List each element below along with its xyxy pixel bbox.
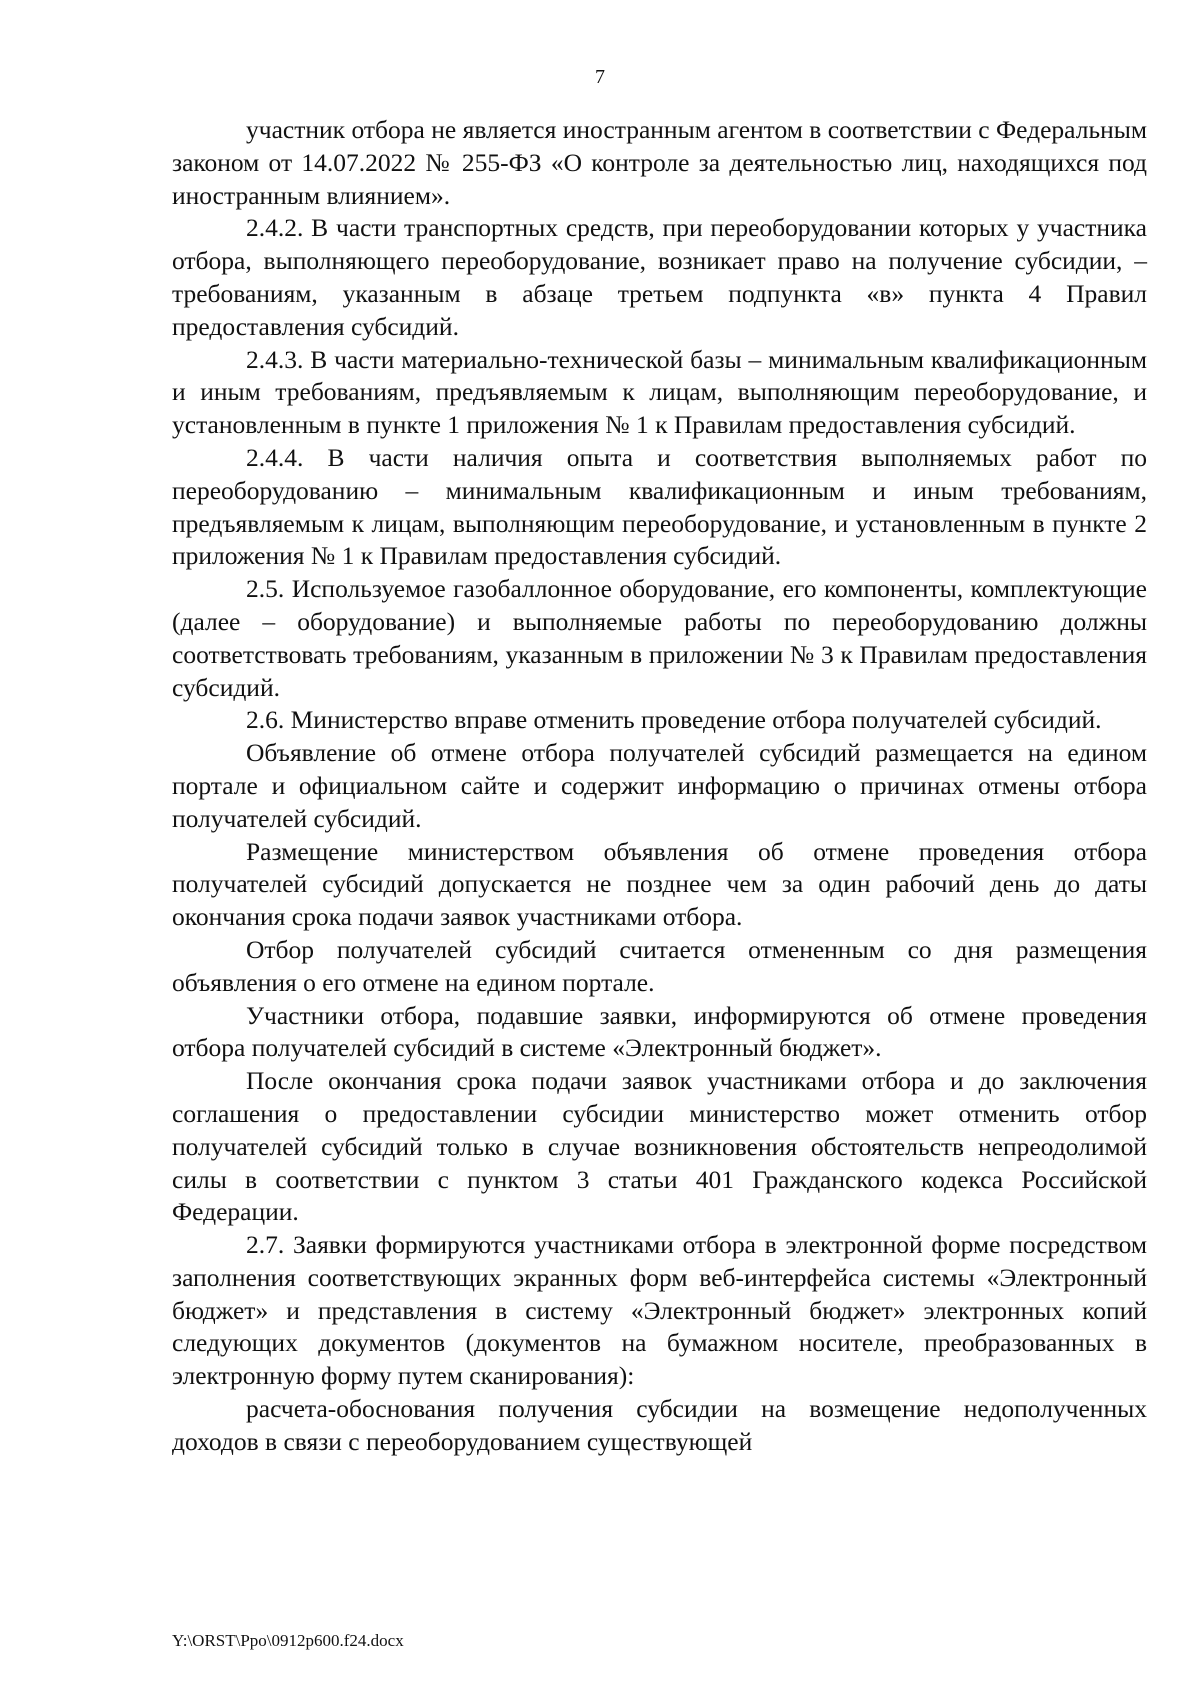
paragraph-2-4-3: 2.4.3. В части материально-технической базы – минимальным квалификационным и иным требованиям, предъявляемым к лицам, выполняющим переоборудование, и установленным в пункте 1 приложения № 1 к Правилам предоставления субсидий. <box>172 344 1147 440</box>
document-body <box>172 114 1147 1459</box>
paragraph-2-5: 2.5. Используемое газобаллонное оборудование, его компоненты, комплектующие (далее – оборудование) и выполняемые работы по переоборудованию должны соответствовать требованиям, указанным в приложении № 3 к Правилам предоставления субсидий. <box>172 574 1147 702</box>
paragraph-calculation: расчета-обоснования получения субсидии на возмещение недополученных доходов в связи с переоборудованием существующей <box>172 1394 1147 1456</box>
paragraph-2-6: 2.6. Министерство вправе отменить проведение отбора получателей субсидий. <box>246 705 1102 735</box>
paragraph-cancellation-deadline: Размещение министерством объявления об отмене проведения отбора получателей субсидий допускается не позднее чем за один рабочий день до даты окончания срока подачи заявок участниками отбора. <box>172 836 1147 932</box>
page-number: 7 <box>595 66 605 88</box>
paragraph-2-4-4: 2.4.4. В части наличия опыта и соответствия выполняемых работ по переоборудованию – минимальным квалификационным и иным требованиям, предъявляемым к лицам, выполняющим переоборудование, и установленным в пункте 2 приложения № 1 к Правилам предоставления субсидий. <box>172 442 1147 571</box>
paragraph-cancellation-notice: Объявление об отмене отбора получателей субсидий размещается на едином портале и официальном сайте и содержит информацию о причинах отмены отбора получателей субсидий. <box>172 738 1147 833</box>
paragraph-participants-informed: Участники отбора, подавшие заявки, информируются об отмене проведения отбора получателей субсидий в системе «Электронный бюджет». <box>172 1000 1147 1063</box>
paragraph-force-majeure: После окончания срока подачи заявок участниками отбора и до заключения соглашения о предоставлении субсидии министерство может отменить отбор получателей субсидий только в случае возникновения обстоятельств непреодолимой силы в соответствии с пунктом 3 статьи 401 Гражданского кодекса Российской Федерации. <box>172 1066 1147 1227</box>
paragraph-cancellation-effective: Отбор получателей субсидий считается отмененным со дня размещения объявления о его отмене на едином портале. <box>172 934 1147 997</box>
paragraph-foreign-agent: участник отбора не является иностранным агентом в соответствии с Федеральным законом от 14.07.2022 № 255-ФЗ «О контроле за деятельностью лиц, находящихся под иностранным влиянием». <box>172 115 1147 210</box>
paragraph-2-4-2: 2.4.2. В части транспортных средств, при переоборудовании которых у участника отбора, выполняющего переоборудование, возникает право на получение субсидии, – требованиям, указанным в абзаце третьем подпункта «в» пункта 4 Правил предоставления субсидий. <box>172 213 1147 341</box>
paragraph-2-7: 2.7. Заявки формируются участниками отбора в электронной форме посредством заполнения соответствующих экранных форм веб-интерфейса системы «Электронный бюджет» и представления в систему «Электронный бюджет» электронных копий следующих документов (документов на бумажном носителе, преобразованных в электронную форму путем сканирования): <box>172 1230 1147 1391</box>
footer-file-path: Y:\ORST\Ppo\0912p600.f24.docx <box>172 1631 404 1650</box>
